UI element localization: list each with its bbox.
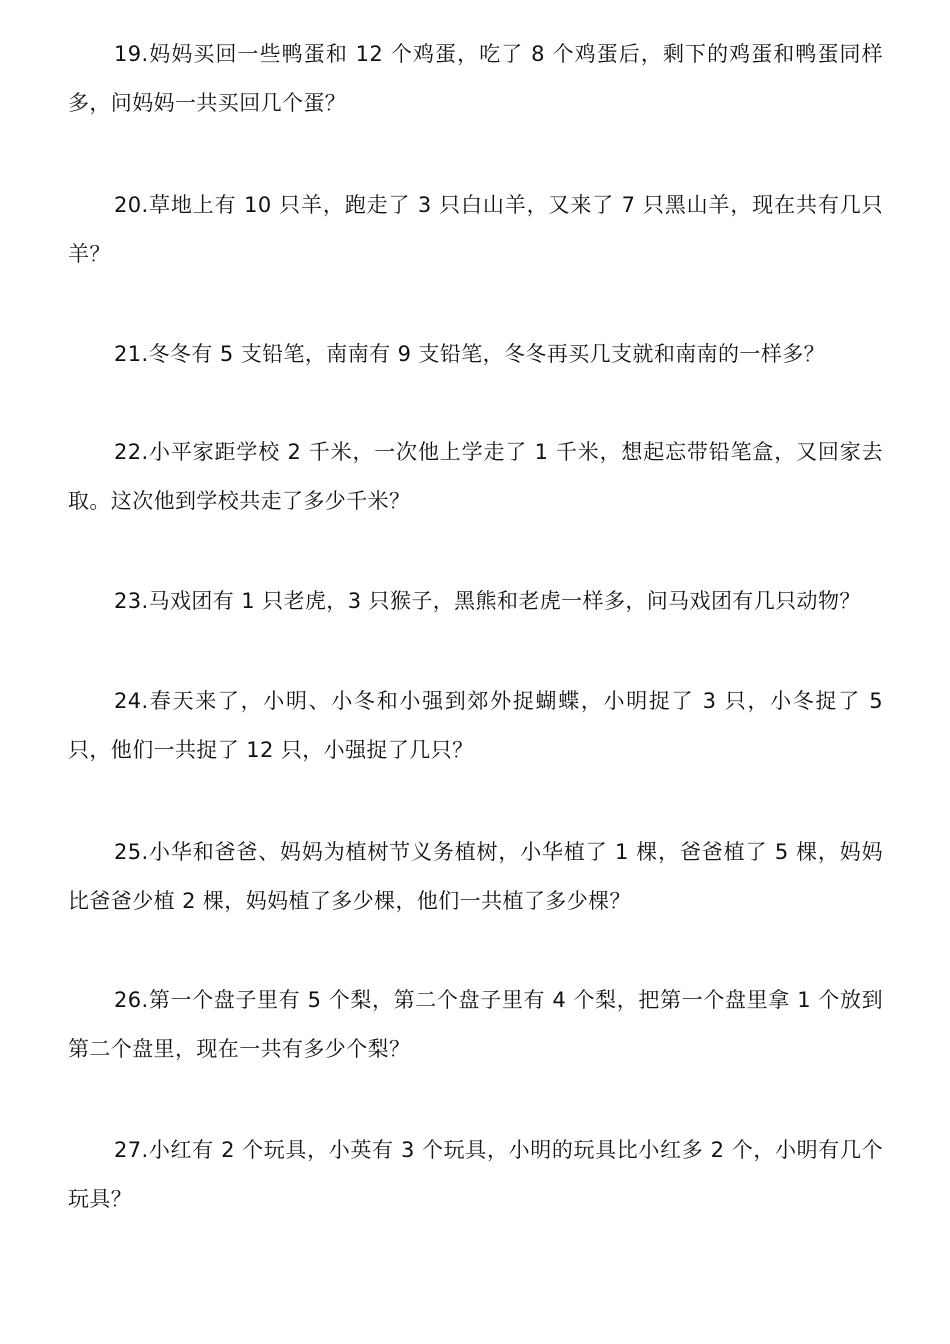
question-24: 24.春天来了，小明、小冬和小强到郊外捉蝴蝶，小明捉了 3 只，小冬捉了 5 只，他们一共捉了 12 只，小强捉了几只？ xyxy=(68,689,883,762)
question-26: 26.第一个盘子里有 5 个梨，第二个盘子里有 4 个梨，把第一个盘里拿 1 个放到第二个盘里，现在一共有多少个梨？ xyxy=(68,988,883,1061)
question-21: 21.冬冬有 5 支铅笔，南南有 9 支铅笔，冬冬再买几支就和南南的一样多？ xyxy=(114,342,826,366)
question-20: 20.草地上有 10 只羊，跑走了 3 只白山羊，又来了 7 只黑山羊，现在共有几只羊？ xyxy=(68,193,883,266)
question-23: 23.马戏团有 1 只老虎，3 只猴子，黑熊和老虎一样多，问马戏团有几只动物？ xyxy=(114,589,861,613)
question-25: 25.小华和爸爸、妈妈为植树节义务植树，小华植了 1 棵，爸爸植了 5 棵，妈妈比爸爸少植 2 棵，妈妈植了多少棵，他们一共植了多少棵？ xyxy=(68,840,883,913)
question-22: 22.小平家距学校 2 千米，一次他上学走了 1 千米，想起忘带铅笔盒，又回家去取。这次他到学校共走了多少千米？ xyxy=(68,440,883,513)
question-27: 27.小红有 2 个玩具，小英有 3 个玩具，小明的玩具比小红多 2 个，小明有几个玩具？ xyxy=(68,1138,883,1211)
question-19: 19.妈妈买回一些鸭蛋和 12 个鸡蛋，吃了 8 个鸡蛋后，剩下的鸡蛋和鸭蛋同样多，问妈妈一共买回几个蛋？ xyxy=(68,42,883,115)
